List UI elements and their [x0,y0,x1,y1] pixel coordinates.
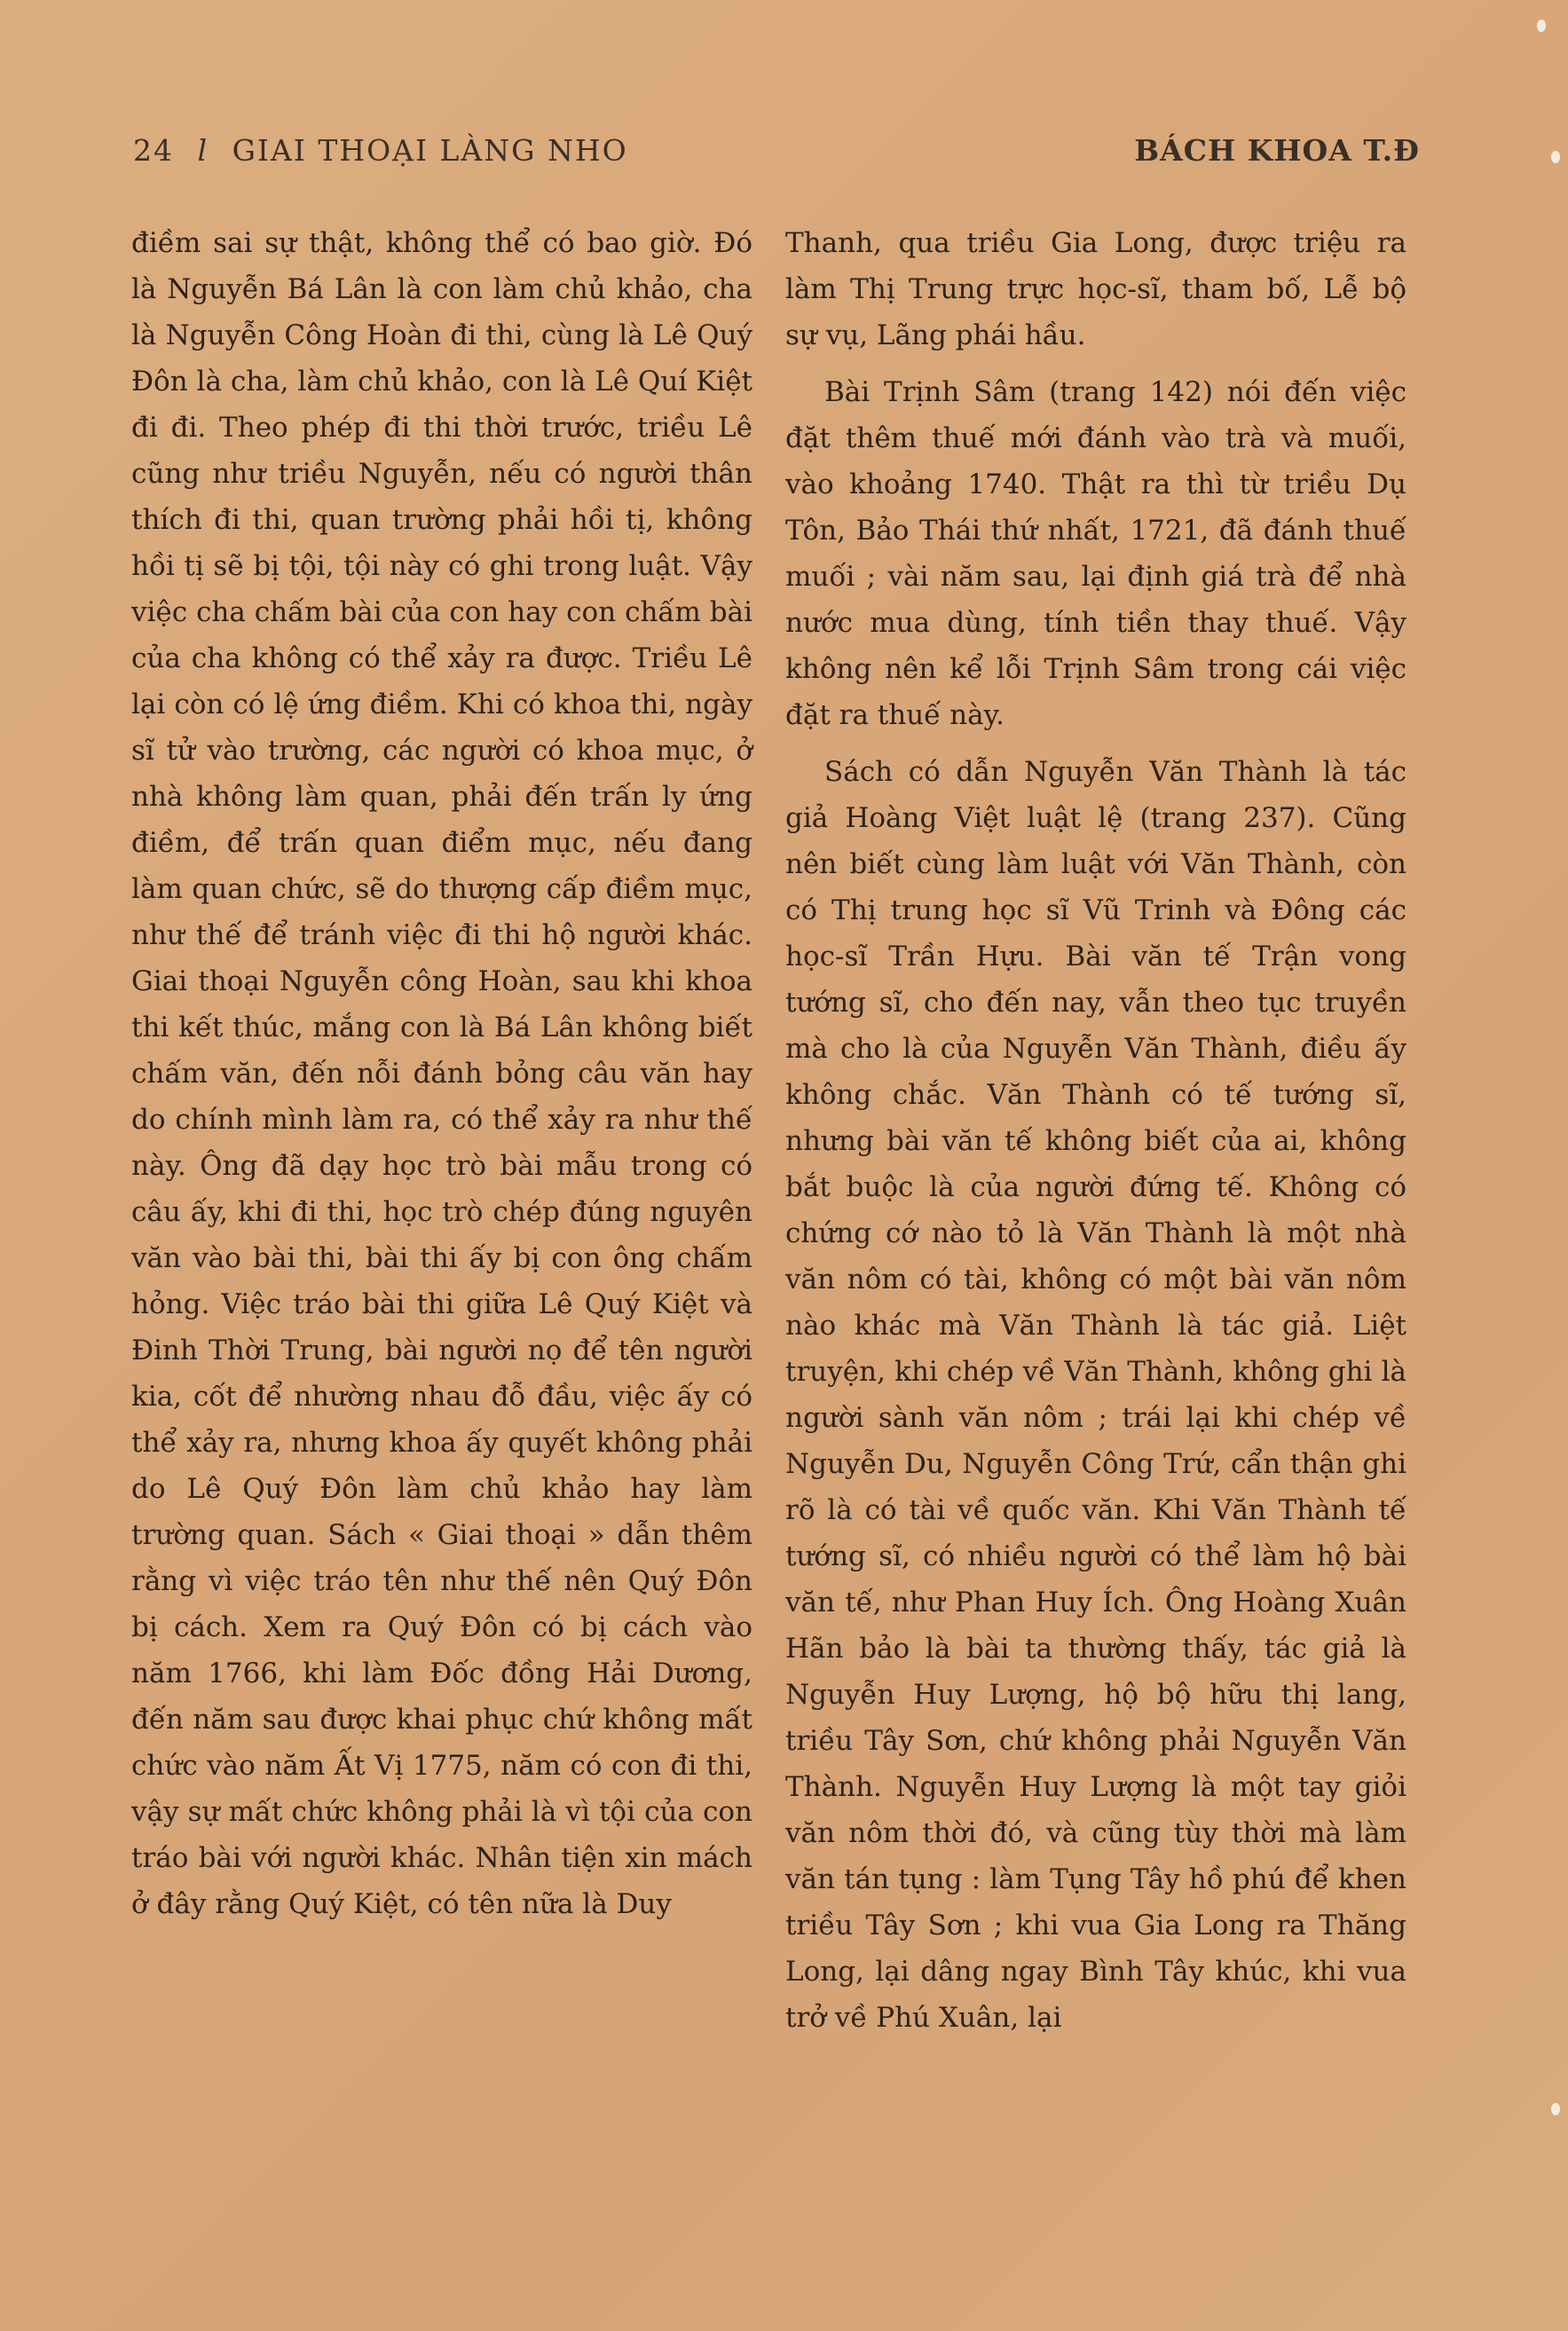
page-number: 24 [133,133,174,168]
section-title: GIAI THOẠI LÀNG NHO [232,133,628,168]
publication-name: BÁCH KHOA T.Đ [1134,133,1420,168]
left-column [131,220,752,1927]
right-column [785,220,1406,2041]
paper-speck [1551,151,1560,163]
running-head-left [133,133,628,168]
header-separator: l [197,133,209,168]
right-paragraph-3: Sách có dẫn Nguyễn Văn Thành là tác giả Hoàng Việt luật lệ (trang 237). Cũng nên biết cùng làm luật với Văn Thành, còn có Thị trung học sĩ Vũ Trinh và Đông các học-sĩ Trần Hựu. Bài văn tế Trận vong tướng sĩ, cho đến nay, vẫn theo tục truyền mà cho là của Nguyễn Văn Thành, điều ấy không chắc. Văn Thành có tế tướng sĩ, nhưng bài văn tế không biết của ai, không bắt buộc là của người đứng tế. Không có chứng cớ nào tỏ là Văn Thành là một nhà văn nôm có tài, không có một bài văn nôm nào khác mà Văn Thành là tác giả. Liệt truyện, khi chép về Văn Thành, không ghi là người sành văn nôm ; trái lại khi chép về Nguyễn Du, Nguyễn Công Trứ, cẩn thận ghi rõ là có tài về quốc văn. Khi Văn Thành tế tướng sĩ, có nhiều người có thể làm hộ bài văn tế, như Phan Huy Ích. Ông Hoàng Xuân Hãn bảo là bài ta thường thấy, tác giả là Nguyễn Huy Lượng, hộ bộ hữu thị lang, triều Tây Sơn, chứ không phải Nguyễn Văn Thành. Nguyễn Huy Lượng là một tay giỏi văn nôm thời đó, và cũng tùy thời mà làm văn tán tụng : làm Tụng Tây hồ phú để khen triều Tây Sơn ; khi vua Gia Long ra Thăng Long, lại dâng ngay Bình Tây khúc, khi vua trở về Phú Xuân, lại [785,756,1406,2034]
paper-speck [1551,2103,1560,2115]
right-paragraph-2: Bài Trịnh Sâm (trang 142) nói đến việc đặt thêm thuế mới đánh vào trà và muối, vào khoảng 1740. Thật ra thì từ triều Dụ Tôn, Bảo Thái thứ nhất, 1721, đã đánh thuế muối ; vài năm sau, lại định giá trà để nhà nước mua dùng, tính tiền thay thuế. Vậy không nên kể lỗi Trịnh Sâm trong cái việc đặt ra thuế này. [785,376,1406,731]
left-paragraph-1: điềm sai sự thật, không thể có bao giờ. Đó là Nguyễn Bá Lân là con làm chủ khảo, cha là Nguyễn Công Hoàn đi thi, cùng là Lê Quý Đôn là cha, làm chủ khảo, con là Lê Quí Kiệt đi đi. Theo phép đi thi thời trước, triều Lê cũng như triều Nguyễn, nếu có người thân thích đi thi, quan trường phải hồi tị, không hồi tị sẽ bị tội, tội này có ghi trong luật. Vậy việc cha chấm bài của con hay con chấm bài của cha không có thể xảy ra được. Triều Lê lại còn có lệ ứng điềm. Khi có khoa thi, ngày sĩ tử vào trường, các người có khoa mục, ở nhà không làm quan, phải đến trấn ly ứng điềm, để trấn quan điểm mục, nếu đang làm quan chức, sẽ do thượng cấp điềm mục, như thế để tránh việc đi thi hộ người khác. Giai thoại Nguyễn công Hoàn, sau khi khoa thi kết thúc, mắng con là Bá Lân không biết chấm văn, đến nỗi đánh bỏng câu văn hay do chính mình làm ra, có thể xảy ra như thế này. Ông đã dạy học trò bài mẫu trong có câu ấy, khi đi thi, học trò chép đúng nguyên văn vào bài thi, bài thi ấy bị con ông chấm hỏng. Việc tráo bài thi giữa Lê Quý Kiệt và Đinh Thời Trung, bài người nọ để tên người kia, cốt để nhường nhau đỗ đầu, việc ấy có thể xảy ra, nhưng khoa ấy quyết không phải do Lê Quý Đôn làm chủ khảo hay làm trường quan. Sách « Giai thoại » dẫn thêm rằng vì việc tráo tên như thế nên Quý Đôn bị cách. Xem ra Quý Đôn có bị cách vào năm 1766, khi làm Đốc đồng Hải Dương, đến năm sau được khai phục chứ không mất chức vào năm Ất Vị 1775, năm có con đi thi, vậy sự mất chức không phải là vì tội của con tráo bài với người khác. Nhân tiện xin mách ở đây rằng Quý Kiệt, có tên nữa là Duy [131,227,752,1920]
right-paragraph-1: Thanh, qua triều Gia Long, được triệu ra làm Thị Trung trực học-sĩ, tham bố, Lễ bộ sự vụ, Lãng phái hầu. [785,227,1406,351]
paper-speck [1537,20,1546,32]
